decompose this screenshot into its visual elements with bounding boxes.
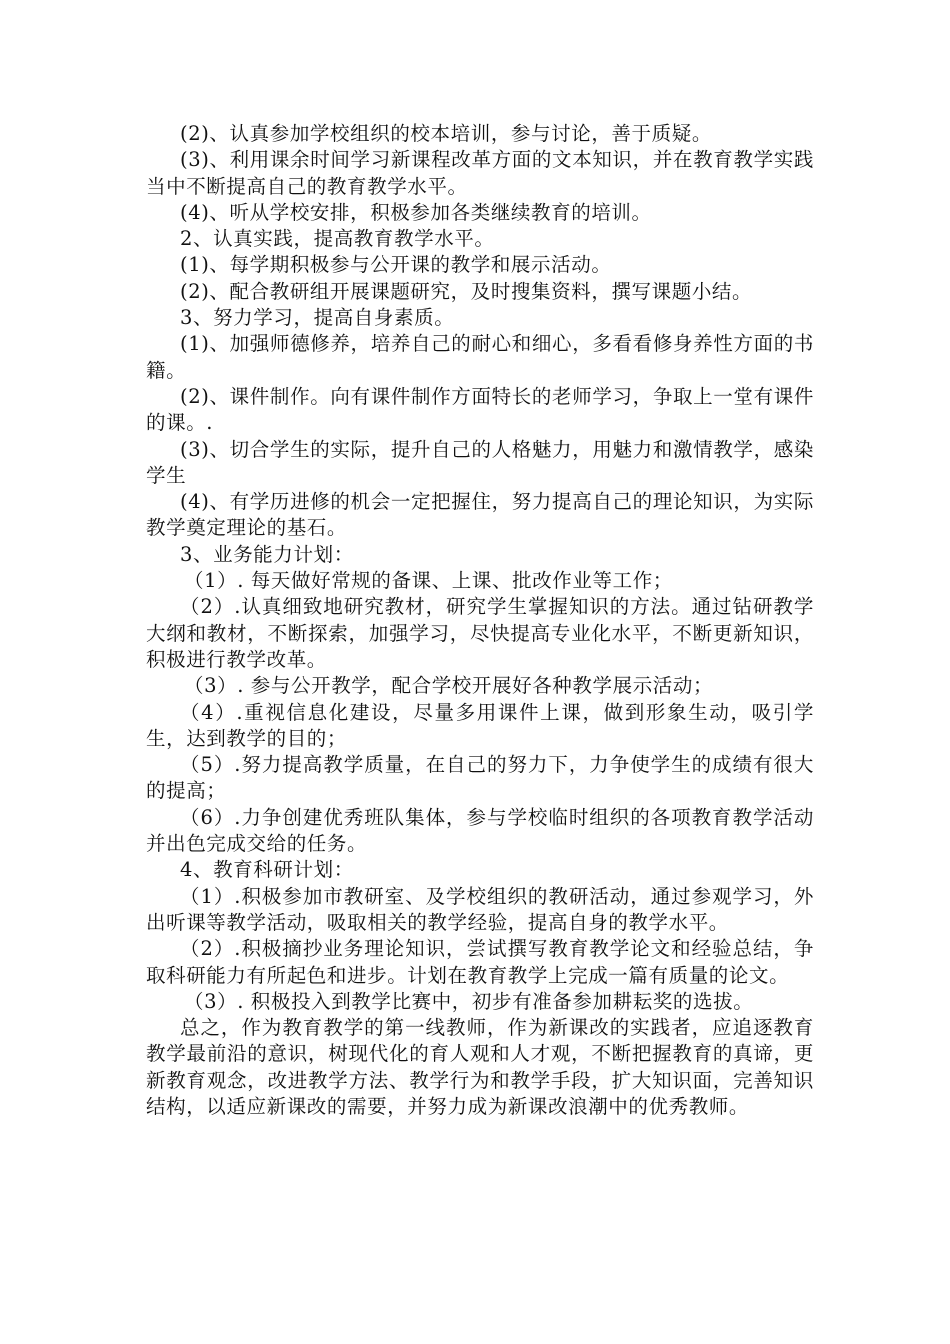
paragraph-10: (3)、切合学生的实际，提升自己的人格魅力，用魅力和激情教学，感染学生	[146, 437, 814, 487]
paragraph-20: （1）.积极参加市教研室、及学校组织的教研活动，通过参观学习，外出听课等教学活动，吸取相关的教学经验，提高自身的教学水平。	[146, 884, 814, 934]
section-heading-research: 4、教育科研计划：	[180, 858, 354, 882]
paragraph-17: （5）.努力提高教学质量，在自己的努力下，力争使学生的成绩有很大的提高；	[146, 753, 814, 803]
paragraph-13: （1）. 每天做好常规的备课、上课、批改作业等工作；	[184, 569, 673, 593]
paragraph-14: （2）.认真细致地研究教材，研究学生掌握知识的方法。通过钻研教学大纲和教材，不断探索，加强学习，尽快提高专业化水平，不断更新知识，积极进行教学改革。	[146, 595, 814, 671]
paragraph-8: (1)、加强师德修养，培养自己的耐心和细心，多看看修身养性方面的书籍。	[146, 332, 814, 382]
section-heading-3: 3、努力学习，提高自身素质。	[180, 306, 455, 330]
paragraph-11: (4)、有学历进修的机会一定把握住，努力提高自己的理论知识，为实际教学奠定理论的基石。	[146, 490, 814, 540]
paragraph-5: (1)、每学期积极参与公开课的教学和展示活动。	[180, 253, 612, 277]
paragraph-9: (2)、课件制作。向有课件制作方面特长的老师学习，争取上一堂有课件的课。.	[146, 384, 814, 435]
paragraph-6: (2)、配合教研组开展课题研究，及时搜集资料，撰写课题小结。	[180, 279, 753, 303]
paragraph-22: （3）. 积极投入到教学比赛中，初步有准备参加耕耘奖的选拔。	[184, 989, 754, 1013]
paragraph-3: (4)、听从学校安排，积极参加各类继续教育的培训。	[180, 200, 652, 224]
paragraph-18: （6）.力争创建优秀班队集体，参与学校临时组织的各项教育教学活动并出色完成交给的任务。	[146, 805, 814, 856]
section-heading-2: 2、认真实践，提高教育教学水平。	[180, 227, 495, 251]
section-heading-business: 3、业务能力计划：	[180, 542, 354, 566]
summary-paragraph: 总之，作为教育教学的第一线教师，作为新课改的实践者，应追逐教育教学最前沿的意识，树现代化的育人观和人才观，不断把握教育的真谛，更新教育观念，改进教学方法、教学行为和教学手段，扩大知识面，完善知识结构，以适应新课改的需要，并努力成为新课改浪潮中的优秀教师。	[146, 1016, 814, 1118]
paragraph-16: （4）.重视信息化建设，尽量多用课件上课，做到形象生动，吸引学生，达到教学的目的；	[146, 700, 814, 750]
paragraph-21: （2）.积极摘抄业务理论知识，尝试撰写教育教学论文和经验总结，争取科研能力有所起色和进步。计划在教育教学上完成一篇有质量的论文。	[146, 937, 814, 987]
document-body	[146, 121, 814, 1120]
paragraph-15: （3）. 参与公开教学，配合学校开展好各种教学展示活动；	[184, 674, 714, 698]
paragraph-2: (3)、利用课余时间学习新课程改革方面的文本知识，并在教育教学实践当中不断提高自己的教育教学水平。	[146, 148, 814, 198]
paragraph-1: (2)、认真参加学校组织的校本培训，参与讨论，善于质疑。	[180, 122, 712, 145]
